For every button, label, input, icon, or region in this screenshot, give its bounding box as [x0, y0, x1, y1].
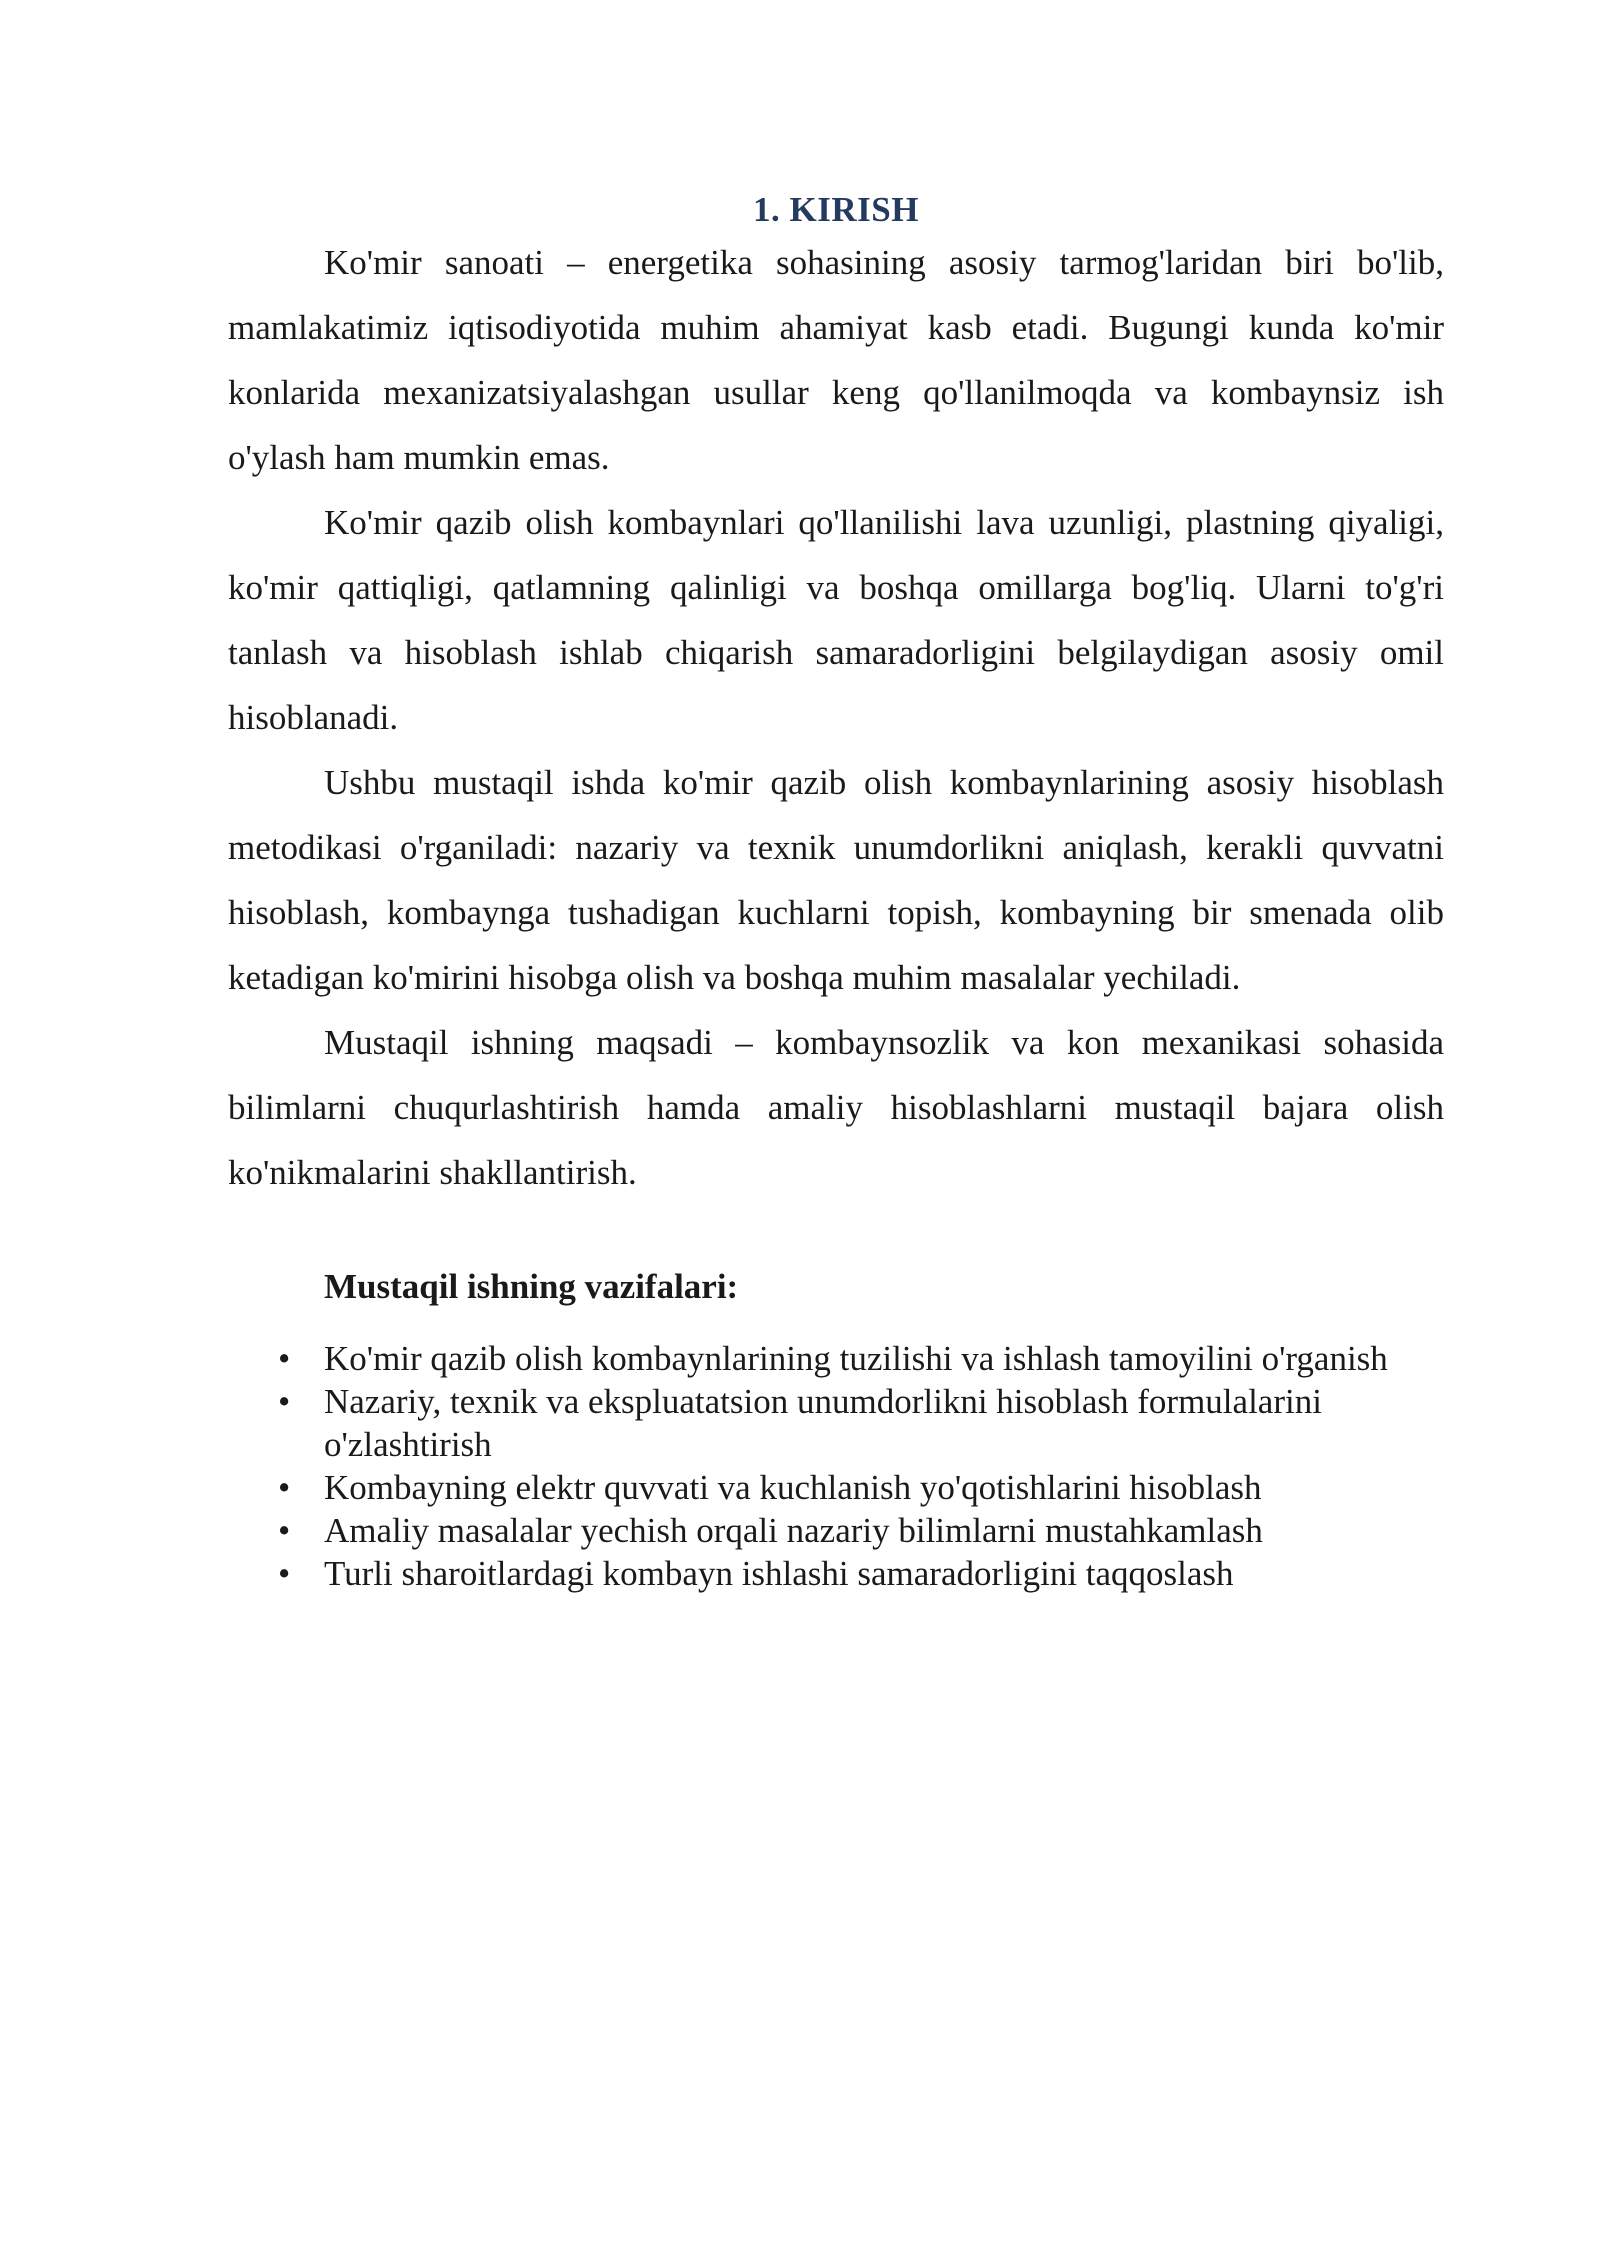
bullet-icon: • — [278, 1339, 291, 1378]
paragraph-methodology: Ushbu mustaqil ishda ko'mir qazib olish kombaynlarining asosiy hisoblash metodikasi o'rganiladi: nazariy va texnik unumdorlikni aniqlash, kerakli quvvatni hisoblash, kombaynga tushadigan kuchlarni topish, kombayning bir smenada olib ketadigan ko'mirini hisobga olish va boshqa muhim masalalar yechiladi. — [228, 763, 1444, 997]
bullet-icon: • — [278, 1511, 291, 1550]
section-heading: 1. KIRISH — [753, 190, 919, 229]
tasks-list — [228, 1337, 1444, 1595]
bullet-icon: • — [278, 1468, 291, 1507]
list-item — [228, 1380, 1444, 1466]
list-item — [228, 1552, 1444, 1595]
list-item-text: Nazariy, texnik va ekspluatatsion unumdorlikni hisoblash formulalarini o'zlashtirish — [324, 1382, 1322, 1464]
paragraph-goal: Mustaqil ishning maqsadi – kombaynsozlik va kon mexanikasi sohasida bilimlarni chuqurlashtirish hamda amaliy hisoblashlarni mustaqil bajara olish ko'nikmalarini shakllantirish. — [228, 1023, 1444, 1192]
bullet-icon: • — [278, 1554, 291, 1593]
list-item-text: Turli sharoitlardagi kombayn ishlashi samaradorligini taqqoslash — [324, 1554, 1234, 1593]
list-item — [228, 1509, 1444, 1552]
list-item-text: Ko'mir qazib olish kombaynlarining tuzilishi va ishlash tamoyilini o'rganish — [324, 1339, 1388, 1378]
document-page — [228, 190, 1444, 1595]
list-item — [228, 1466, 1444, 1509]
paragraph-application: Ko'mir qazib olish kombaynlari qo'llanilishi lava uzunligi, plastning qiyaligi, ko'mir qattiqligi, qatlamning qalinligi va boshqa omillarga bog'liq. Ularni to'g'ri tanlash va hisoblash ishlab chiqarish samaradorligini belgilaydigan asosiy omil hisoblanadi. — [228, 503, 1444, 737]
list-item — [228, 1337, 1444, 1380]
paragraph-intro: Ko'mir sanoati – energetika sohasining asosiy tarmog'laridan biri bo'lib, mamlakatimiz iqtisodiyotida muhim ahamiyat kasb etadi. Bugungi kunda ko'mir konlarida mexanizatsiyalashgan usullar keng qo'llanilmoqda va kombaynsiz ish o'ylash ham mumkin emas. — [228, 243, 1444, 477]
bullet-icon: • — [278, 1382, 291, 1421]
list-item-text: Kombayning elektr quvvati va kuchlanish yo'qotishlarini hisoblash — [324, 1468, 1262, 1507]
tasks-heading: Mustaqil ishning vazifalari: — [324, 1267, 739, 1306]
list-item-text: Amaliy masalalar yechish orqali nazariy bilimlarni mustahkamlash — [324, 1511, 1263, 1550]
